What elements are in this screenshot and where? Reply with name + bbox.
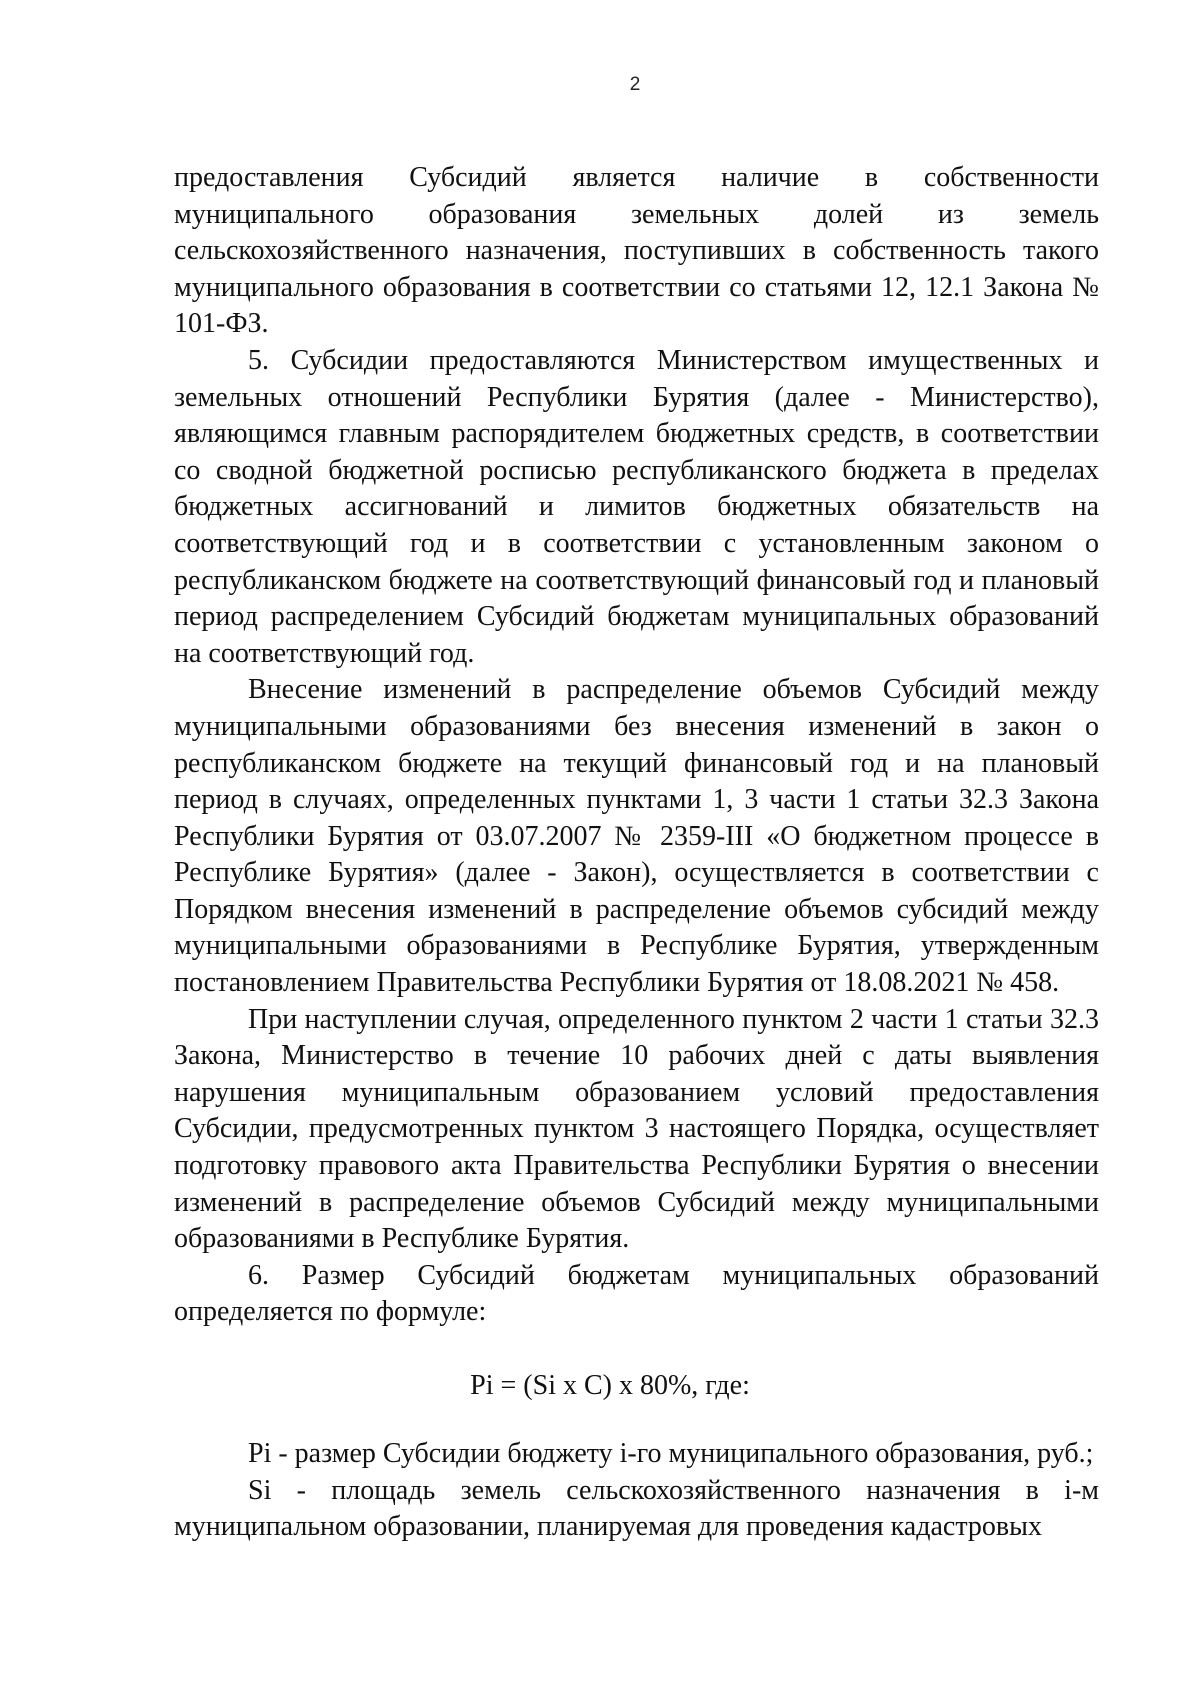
paragraph-violation: При наступлении случая, определенного пунктом 2 части 1 статьи 32.3 Закона, Министерство в течение 10 рабочих дней с даты выявления нарушения муниципальным образованием условий предоставления Субсидии, предусмотренных пунктом 3 настоящего Порядка, осуществляет подготовку правового акта Правительства Республики Бурятия о внесении изменений в распределение объемов Субсидий между муниципальными образованиями в Республике Бурятия.: [174, 1003, 1099, 1255]
page-number: 2: [629, 74, 641, 95]
paragraph-item-5: 5. Субсидии предоставляются Министерством имущественных и земельных отношений Республики Бурятия (далее - Министерство), являющимся главным распорядителем бюджетных средств, в соответствии со сводной бюджетной росписью республиканского бюджета в пределах бюджетных ассигнований и лимитов бюджетных обязательств на соответствующий год и в соответствии с установленным законом о республиканском бюджете на соответствующий финансовый год и плановый период распределением Субсидий бюджетам муниципальных образований на соответствующий год.: [174, 344, 1099, 669]
definition-pi: Pi - размер Субсидии бюджету i-го муниципального образования, руб.;: [248, 1438, 1094, 1469]
paragraph-item-6: 6. Размер Субсидий бюджетам муниципальных образований определяется по формуле:: [174, 1259, 1099, 1328]
definition-si: Si - площадь земель сельскохозяйственного назначения в i-м муниципальном образовании, планируемая для проведения кадастровых: [174, 1474, 1099, 1543]
formula: Pi = (Si x C) x 80%, где:: [470, 1370, 750, 1401]
formula-definitions: [174, 1436, 1099, 1546]
paragraph-continuation: предоставления Субсидий является наличие в собственности муниципального образования земельных долей из земель сельскохозяйственного назначения, поступивших в собственность такого муниципального образования в соответствии со статьями 12, 12.1 Закона № 101-ФЗ.: [174, 162, 1099, 340]
paragraph-amendments: Внесение изменений в распределение объемов Субсидий между муниципальными образованиями без внесения изменений в закон о республиканском бюджете на текущий финансовый год и на плановый период в случаях, определенных пунктами 1, 3 части 1 статьи 32.3 Закона Республики Бурятия от 03.07.2007 № 2359-III «О бюджетном процессе в Республике Бурятия» (далее - Закон), осуществляется в соответствии с Порядком внесения изменений в распределение объемов субсидий между муниципальными образованиями в Республике Бурятия, утвержденным постановлением Правительства Республики Бурятия от 18.08.2021 № 458.: [174, 674, 1099, 999]
document-body: [174, 160, 1099, 1331]
